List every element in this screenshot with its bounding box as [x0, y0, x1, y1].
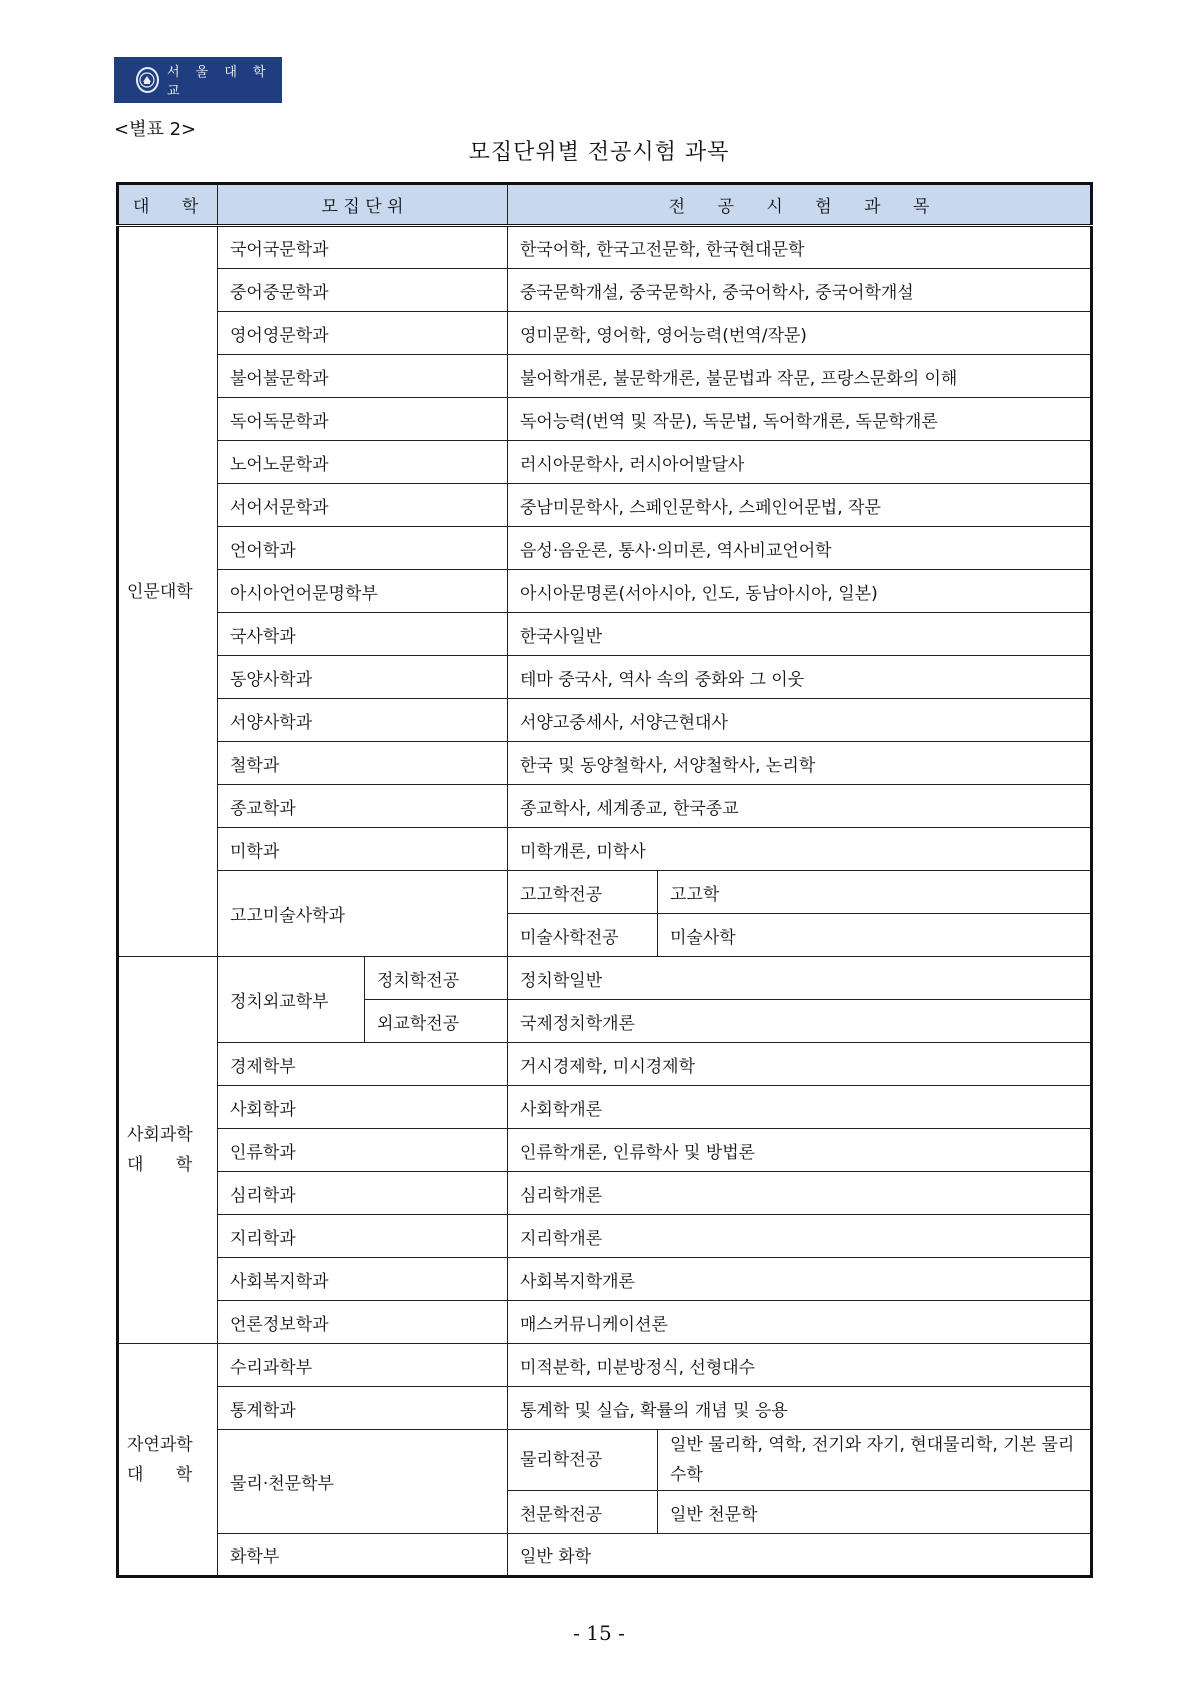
unit-cell: 사회학과	[218, 1086, 508, 1129]
table-row	[118, 398, 1092, 441]
unit-cell: 노어노문학과	[218, 441, 508, 484]
logo-text: 서 울 대 학 교	[166, 65, 272, 99]
unit-cell: 물리·천문학부	[218, 1430, 508, 1534]
table-row	[118, 1430, 1092, 1491]
unit-cell: 언어학과	[218, 527, 508, 570]
unit-cell: 동양사학과	[218, 656, 508, 699]
subject-cell: 일반 화학	[508, 1534, 1092, 1577]
college-social-sciences: 사회과학 대 학	[118, 957, 218, 1344]
subject-cell: 사회복지학개론	[508, 1258, 1092, 1301]
table-row	[118, 613, 1092, 656]
unit-cell: 언론정보학과	[218, 1301, 508, 1344]
unit-cell: 국어국문학과	[218, 226, 508, 269]
subject-cell: 사회학개론	[508, 1086, 1092, 1129]
major-cell: 외교학전공	[365, 1000, 508, 1043]
table-row	[118, 570, 1092, 613]
subject-cell: 미술사학	[658, 914, 1092, 957]
unit-cell: 미학과	[218, 828, 508, 871]
subject-cell: 한국어학, 한국고전문학, 한국현대문학	[508, 226, 1092, 269]
table-row	[118, 1301, 1092, 1344]
table-row	[118, 1129, 1092, 1172]
unit-cell: 서양사학과	[218, 699, 508, 742]
subject-cell: 매스커뮤니케이션론	[508, 1301, 1092, 1344]
table-header-row	[118, 184, 1092, 226]
unit-cell: 고고미술사학과	[218, 871, 508, 957]
unit-cell: 수리과학부	[218, 1344, 508, 1387]
subject-cell: 불어학개론, 불문학개론, 불문법과 작문, 프랑스문화의 이해	[508, 355, 1092, 398]
major-cell: 물리학전공	[508, 1430, 658, 1491]
subject-cell: 미적분학, 미분방정식, 선형대수	[508, 1344, 1092, 1387]
subject-cell: 종교학사, 세계종교, 한국종교	[508, 785, 1092, 828]
table-body	[118, 226, 1092, 1577]
subject-cell: 중남미문학사, 스페인문학사, 스페인어문법, 작문	[508, 484, 1092, 527]
table-row	[118, 742, 1092, 785]
header-subject: 전 공 시 험 과 목	[508, 184, 1092, 226]
subject-cell: 서양고중세사, 서양근현대사	[508, 699, 1092, 742]
subject-cell: 음성·음운론, 통사·의미론, 역사비교언어학	[508, 527, 1092, 570]
page-number: - 15 -	[573, 1621, 625, 1645]
table-row	[118, 656, 1092, 699]
unit-cell: 정치외교학부	[218, 957, 365, 1043]
table-row	[118, 871, 1092, 914]
unit-cell: 중어중문학과	[218, 269, 508, 312]
table-row	[118, 785, 1092, 828]
table-label: <별표 2>	[114, 119, 197, 140]
table-row	[118, 1387, 1092, 1430]
college-humanities: 인문대학	[118, 226, 218, 957]
table-row	[118, 828, 1092, 871]
unit-cell: 지리학과	[218, 1215, 508, 1258]
subject-cell: 한국 및 동양철학사, 서양철학사, 논리학	[508, 742, 1092, 785]
subject-cell: 중국문학개설, 중국문학사, 중국어학사, 중국어학개설	[508, 269, 1092, 312]
table-row	[118, 527, 1092, 570]
document-title: 모집단위별 전공시험 과목	[468, 140, 730, 165]
major-cell: 미술사학전공	[508, 914, 658, 957]
unit-cell: 사회복지학과	[218, 1258, 508, 1301]
subject-cell: 심리학개론	[508, 1172, 1092, 1215]
subject-cell: 아시아문명론(서아시아, 인도, 동남아시아, 일본)	[508, 570, 1092, 613]
table-row	[118, 441, 1092, 484]
table-row	[118, 1258, 1092, 1301]
subject-cell: 한국사일반	[508, 613, 1092, 656]
table-row	[118, 1534, 1092, 1577]
subject-cell: 영미문학, 영어학, 영어능력(번역/작문)	[508, 312, 1092, 355]
college-natural-sciences: 자연과학 대 학	[118, 1344, 218, 1577]
subject-cell: 독어능력(번역 및 작문), 독문법, 독어학개론, 독문학개론	[508, 398, 1092, 441]
table-row	[118, 1172, 1092, 1215]
table-row	[118, 312, 1092, 355]
table-row	[118, 1344, 1092, 1387]
subject-cell: 미학개론, 미학사	[508, 828, 1092, 871]
exam-subject-table	[116, 182, 1090, 1578]
unit-cell: 인류학과	[218, 1129, 508, 1172]
university-logo	[114, 57, 282, 103]
subject-cell: 인류학개론, 인류학사 및 방법론	[508, 1129, 1092, 1172]
table-row	[118, 226, 1092, 269]
major-cell: 고고학전공	[508, 871, 658, 914]
table-row	[118, 484, 1092, 527]
table-row	[118, 1086, 1092, 1129]
table-row	[118, 699, 1092, 742]
table-row	[118, 957, 1092, 1000]
subject-cell: 정치학일반	[508, 957, 1092, 1000]
unit-cell: 독어독문학과	[218, 398, 508, 441]
subject-cell: 일반 물리학, 역학, 전기와 자기, 현대물리학, 기본 물리수학	[658, 1430, 1092, 1491]
seal-icon	[136, 67, 159, 93]
subject-cell: 일반 천문학	[658, 1491, 1092, 1534]
unit-cell: 철학과	[218, 742, 508, 785]
unit-cell: 불어불문학과	[218, 355, 508, 398]
unit-cell: 영어영문학과	[218, 312, 508, 355]
subject-cell: 국제정치학개론	[508, 1000, 1092, 1043]
unit-cell: 국사학과	[218, 613, 508, 656]
subject-cell: 고고학	[658, 871, 1092, 914]
subject-cell: 거시경제학, 미시경제학	[508, 1043, 1092, 1086]
header-college: 대 학	[118, 184, 218, 226]
unit-cell: 화학부	[218, 1534, 508, 1577]
subject-cell: 테마 중국사, 역사 속의 중화와 그 이웃	[508, 656, 1092, 699]
table-row	[118, 1215, 1092, 1258]
major-cell: 천문학전공	[508, 1491, 658, 1534]
subject-cell: 통계학 및 실습, 확률의 개념 및 응용	[508, 1387, 1092, 1430]
unit-cell: 종교학과	[218, 785, 508, 828]
unit-cell: 심리학과	[218, 1172, 508, 1215]
unit-cell: 경제학부	[218, 1043, 508, 1086]
header-unit: 모 집 단 위	[218, 184, 508, 226]
table-row	[118, 1043, 1092, 1086]
table-row	[118, 355, 1092, 398]
subject-cell: 러시아문학사, 러시아어발달사	[508, 441, 1092, 484]
table-row	[118, 269, 1092, 312]
unit-cell: 아시아언어문명학부	[218, 570, 508, 613]
subject-cell: 지리학개론	[508, 1215, 1092, 1258]
unit-cell: 서어서문학과	[218, 484, 508, 527]
unit-cell: 통계학과	[218, 1387, 508, 1430]
major-cell: 정치학전공	[365, 957, 508, 1000]
